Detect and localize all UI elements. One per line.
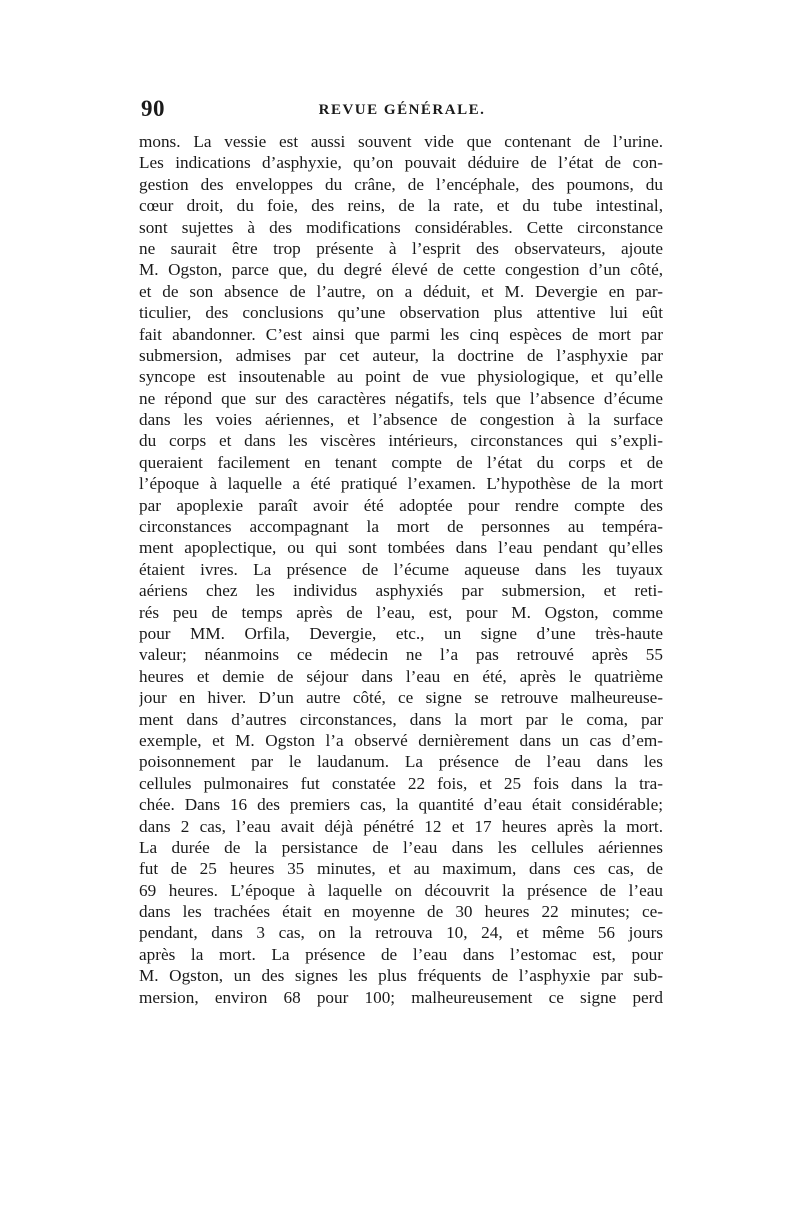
- page-number: 90: [141, 96, 165, 121]
- text-line: du corps et dans les viscères intérieurs, circonstances qui s’expli-: [139, 431, 663, 451]
- text-line: rés peu de temps après de l’eau, est, pour M. Ogston, comme: [139, 602, 663, 622]
- text-line: cœur droit, du foie, des reins, de la rate, et du tube intestinal,: [139, 196, 663, 216]
- text-line: étaient ivres. La présence de l’écume aqueuse dans les tuyaux: [139, 559, 663, 579]
- text-line: fait abandonner. C’est ainsi que parmi les cinq espèces de mort par: [139, 324, 663, 344]
- text-line: M. Ogston, parce que, du degré élevé de cette congestion d’un côté,: [139, 260, 663, 280]
- text-line: pour MM. Orfila, Devergie, etc., un signe d’une très-haute: [139, 623, 663, 643]
- text-line: après la mort. La présence de l’eau dans l’estomac est, pour: [139, 944, 663, 964]
- text-line: cellules pulmonaires fut constatée 22 fois, et 25 fois dans la tra-: [139, 773, 663, 793]
- text-line: sont sujettes à des modifications considérables. Cette circonstance: [139, 217, 663, 237]
- text-line: queraient facilement en tenant compte de l’état du corps et de: [139, 452, 663, 472]
- text-line: Les indications d’asphyxie, qu’on pouvait déduire de l’état de con-: [139, 153, 663, 173]
- running-title: REVUE GÉNÉRALE.: [318, 102, 486, 118]
- text-line: mons. La vessie est aussi souvent vide que contenant de l’urine.: [139, 132, 663, 151]
- text-line: pendant, dans 3 cas, on la retrouva 10, 24, et même 56 jours: [139, 923, 663, 943]
- text-line: submersion, admises par cet auteur, la doctrine de l’asphyxie par: [139, 345, 663, 365]
- text-line: poisonnement par le laudanum. La présence de l’eau dans les: [139, 752, 663, 772]
- text-line: ment dans d’autres circonstances, dans la mort par le coma, par: [139, 709, 663, 729]
- text-line: circonstances accompagnant la mort de personnes au tempéra-: [139, 517, 663, 537]
- text-line: gestion des enveloppes du crâne, de l’encéphale, des poumons, du: [139, 174, 663, 194]
- body-text: [139, 131, 663, 1008]
- text-line: ne répond que sur des caractères négatifs, tels que l’absence d’écume: [139, 388, 663, 408]
- text-line: et de son absence de l’autre, on a déduit, et M. Devergie en par-: [139, 281, 663, 301]
- text-line: mersion, environ 68 pour 100; malheureusement ce signe perd: [139, 987, 663, 1007]
- text-line: dans 2 cas, l’eau avait déjà pénétré 12 et 17 heures après la mort.: [139, 816, 663, 836]
- text-line: l’époque à laquelle a été pratiqué l’examen. L’hypothèse de la mort: [139, 474, 663, 494]
- text-line: fut de 25 heures 35 minutes, et au maximum, dans ces cas, de: [139, 859, 663, 879]
- text-line: aériens chez les individus asphyxiés par submersion, et reti-: [139, 581, 663, 601]
- text-line: dans les voies aériennes, et l’absence de congestion à la surface: [139, 410, 663, 430]
- page-header: [141, 96, 663, 128]
- text-line: ne saurait être trop présente à l’esprit des observateurs, ajoute: [139, 238, 663, 258]
- text-line: ment apoplectique, ou qui sont tombées dans l’eau pendant qu’elles: [139, 538, 663, 558]
- text-line: valeur; néanmoins ce médecin ne l’a pas retrouvé après 55: [139, 645, 663, 665]
- text-line: jour en hiver. D’un autre côté, ce signe se retrouve malheureuse-: [139, 688, 663, 708]
- text-line: syncope est insoutenable au point de vue physiologique, et qu’elle: [139, 367, 663, 387]
- text-line: 69 heures. L’époque à laquelle on découvrit la présence de l’eau: [139, 880, 663, 900]
- text-line: exemple, et M. Ogston l’a observé dernièrement dans un cas d’em-: [139, 730, 663, 750]
- text-line: M. Ogston, un des signes les plus fréquents de l’asphyxie par sub-: [139, 966, 663, 986]
- text-line: La durée de la persistance de l’eau dans les cellules aériennes: [139, 837, 663, 857]
- text-line: ticulier, des conclusions qu’une observation plus attentive lui eût: [139, 303, 663, 323]
- text-line: heures et demie de séjour dans l’eau en été, après le quatrième: [139, 666, 663, 686]
- text-line: chée. Dans 16 des premiers cas, la quantité d’eau était considérable;: [139, 795, 663, 815]
- text-line: par apoplexie paraît avoir été adoptée pour rendre compte des: [139, 495, 663, 515]
- text-line: dans les trachées était en moyenne de 30 heures 22 minutes; ce-: [139, 902, 663, 922]
